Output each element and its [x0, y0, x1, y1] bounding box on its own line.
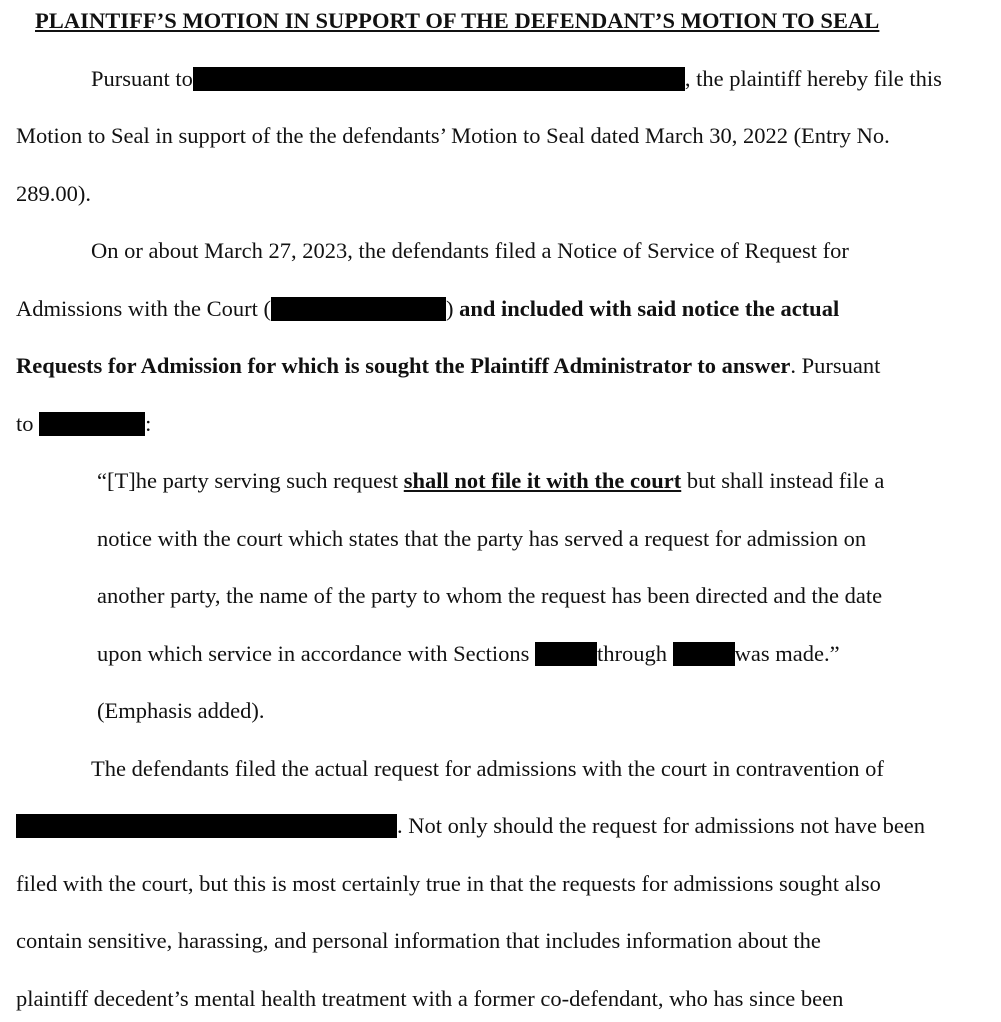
text-span: was made.” [734, 641, 840, 666]
para2-line1: On or about March 27, 2023, the defendants filed a Notice of Service of Request for [91, 238, 849, 263]
text-span: “[T]he party serving such request [97, 468, 404, 493]
redaction-box [535, 642, 597, 666]
bold-text: and included with said notice the actual [459, 296, 840, 321]
para3-line3: filed with the court, but this is most certainly true in that the requests for admissions sought also [16, 871, 881, 896]
para1-line3: 289.00). [16, 181, 91, 206]
quote-line5: (Emphasis added). [97, 698, 265, 723]
para1-line1 [91, 64, 942, 94]
text-span: but shall instead file a [681, 468, 885, 493]
para2-line2 [16, 294, 839, 324]
emphasis-text: shall not file it with the court [403, 468, 682, 493]
quote-line4 [97, 639, 840, 669]
quote-line1 [97, 466, 884, 496]
para2-line3 [16, 351, 880, 381]
bold-text: Requests for Admission for which is sought the Plaintiff Administrator to answer [16, 353, 791, 378]
text-span: Admissions with the Court ( [16, 296, 272, 321]
text-span: to [16, 411, 40, 436]
redaction-box [193, 67, 685, 91]
text-span: through [596, 641, 673, 666]
text-span: upon which service in accordance with Sections [97, 641, 535, 666]
para3-line5: plaintiff decedent’s mental health treatment with a former co-defendant, who has since been [16, 986, 844, 1011]
redaction-box [39, 412, 145, 436]
redaction-box [271, 297, 446, 321]
para3-line2 [16, 811, 925, 841]
text-span: : [145, 411, 152, 436]
redaction-box [673, 642, 735, 666]
text-span: ) [446, 296, 460, 321]
text-span: Pursuant to [91, 66, 193, 91]
redaction-box [16, 814, 397, 838]
para1-line2: Motion to Seal in support of the the defendants’ Motion to Seal dated March 30, 2022 (Entry No. [16, 123, 890, 148]
para3-line1: The defendants filed the actual request for admissions with the court in contravention of [91, 756, 884, 781]
document-title: PLAINTIFF’S MOTION IN SUPPORT OF THE DEFENDANT’S MOTION TO SEAL [35, 8, 880, 33]
text-span: , the plaintiff hereby file this [684, 66, 942, 91]
text-span: . Not only should the request for admissions not have been [397, 813, 926, 838]
text-span: . Pursuant [790, 353, 881, 378]
quote-line2: notice with the court which states that the party has served a request for admission on [97, 526, 867, 551]
quote-line3: another party, the name of the party to whom the request has been directed and the date [97, 583, 883, 608]
para2-line4 [16, 409, 151, 439]
para3-line4: contain sensitive, harassing, and personal information that includes information about the [16, 928, 821, 953]
